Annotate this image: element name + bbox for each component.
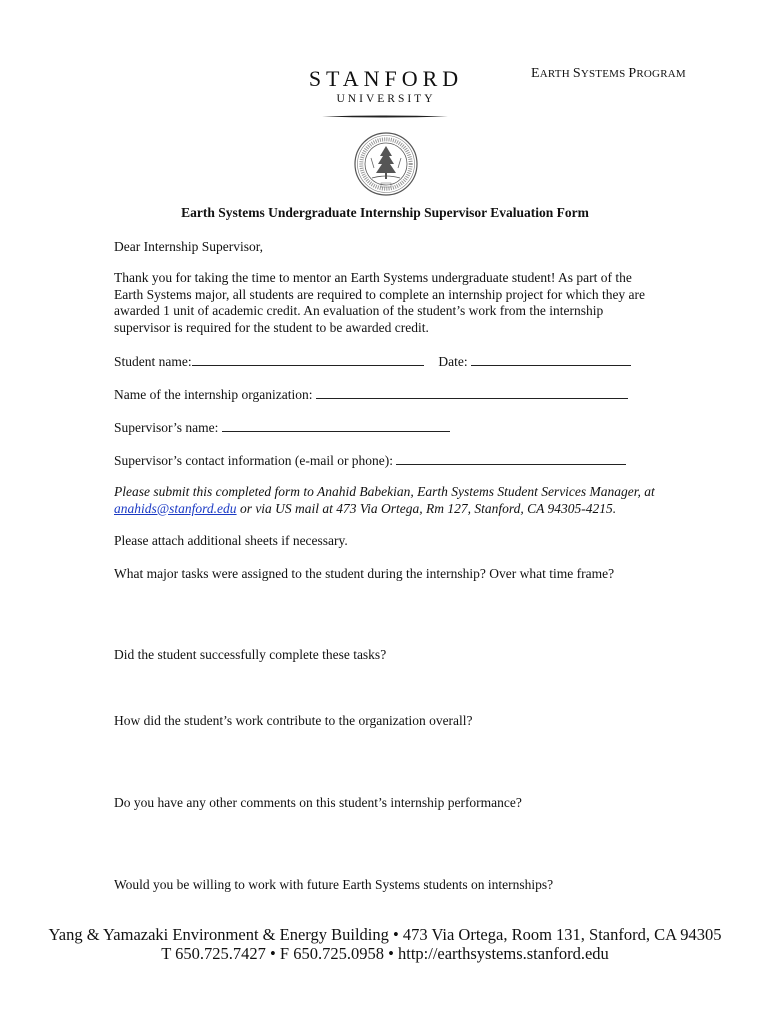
footer-address: Yang & Yamazaki Environment & Energy Building • 473 Via Ortega, Room 131, Stanford, CA 94305	[48, 925, 722, 944]
date-field[interactable]	[471, 352, 631, 366]
student-name-label: Student name:	[114, 354, 192, 369]
student-name-row	[114, 352, 631, 370]
submit-instructions: Please submit this completed form to Anahid Babekian, Earth Systems Student Services Manager, at anahids@stanford.edu or via US mail at 473 Via Ortega, Rm 127, Stanford, CA 94305-4215.	[114, 484, 655, 516]
logo-subtitle: UNIVERSITY	[336, 93, 436, 105]
org-field[interactable]	[316, 385, 628, 399]
org-row	[114, 385, 628, 403]
contact-row	[114, 451, 626, 469]
date-label: Date:	[438, 354, 468, 369]
greeting: Dear Internship Supervisor,	[114, 239, 264, 254]
org-label: Name of the internship organization:	[114, 387, 313, 402]
student-name-field[interactable]	[192, 352, 424, 366]
question-3: How did the student’s work contribute to the organization overall?	[114, 713, 473, 728]
stanford-seal-icon	[354, 132, 418, 196]
footer-contact: T 650.725.7427 • F 650.725.0958 • http://earthsystems.stanford.edu	[161, 944, 609, 963]
question-1: What major tasks were assigned to the student during the internship? Over what time frame?	[114, 566, 615, 581]
question-5: Would you be willing to work with future Earth Systems students on internships?	[114, 877, 554, 892]
intro-paragraph: Thank you for taking the time to mentor an Earth Systems undergraduate student! As part of the Earth Systems major, all students are required to complete an internship project for which they are awarded 1 unit of academic credit. An evaluation of the student’s work from the internship supervisor is required for the student to be awarded credit.	[114, 270, 646, 335]
form-title: Earth Systems Undergraduate Internship Supervisor Evaluation Form	[181, 205, 589, 220]
supervisor-field[interactable]	[222, 418, 450, 432]
logo-wordmark: STANFORD	[308, 66, 464, 91]
contact-label: Supervisor’s contact information (e-mail or phone):	[114, 453, 394, 468]
logo-rule	[322, 115, 448, 118]
attach-note: Please attach additional sheets if necessary.	[114, 533, 348, 548]
email-link[interactable]: anahids@stanford.edu	[114, 500, 237, 516]
program-name: EARTH SYSTEMS PROGRAM	[531, 66, 686, 81]
question-2: Did the student successfully complete these tasks?	[114, 647, 387, 662]
contact-field[interactable]	[396, 451, 626, 465]
supervisor-label: Supervisor’s name:	[114, 420, 219, 435]
supervisor-row	[114, 418, 450, 436]
question-4: Do you have any other comments on this student’s internship performance?	[114, 795, 522, 810]
